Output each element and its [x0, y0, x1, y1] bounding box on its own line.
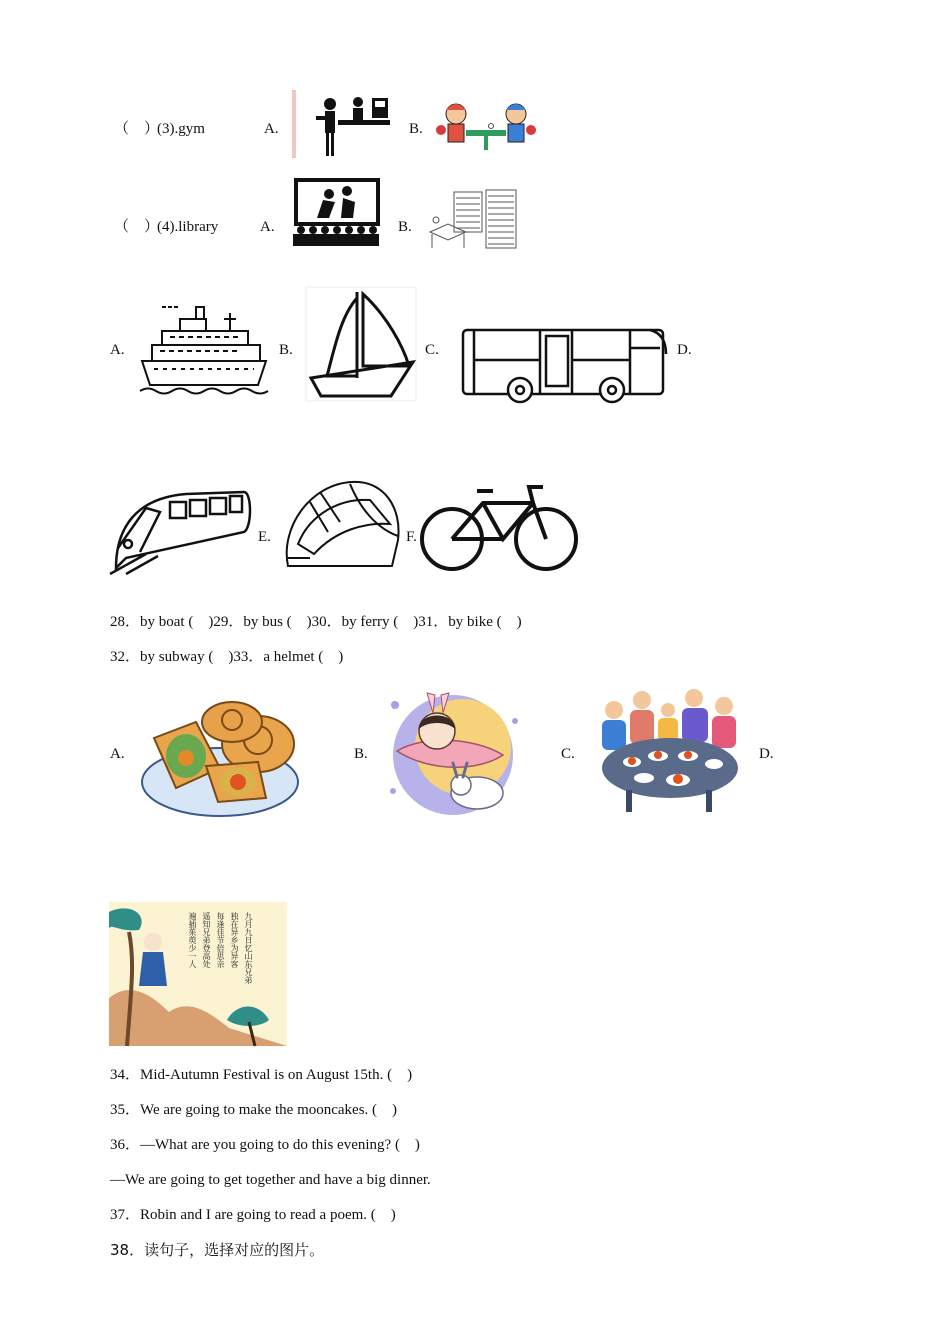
bus-icon[interactable] [460, 326, 670, 404]
transport-label-c: C. [425, 342, 439, 358]
poem-line-1: 独在异乡为异客 [230, 912, 239, 968]
q3-text: (3).gym [157, 121, 205, 137]
question-37: 37．Robin and I are going to read a poem. ( ) [110, 1207, 396, 1223]
ping-pong-icon[interactable] [436, 96, 536, 156]
transport-question-line-2: 32．by subway ( )33．a helmet ( ) [110, 649, 344, 665]
q3-option-b-label: B. [409, 121, 423, 137]
transport-label-a: A. [110, 342, 125, 358]
transport-label-f: F. [406, 529, 417, 545]
q3-option-a-label: A. [264, 121, 279, 137]
helmet-icon[interactable] [280, 478, 402, 572]
transport-label-e: E. [258, 529, 271, 545]
q4-blank[interactable]: （ ） [114, 219, 160, 235]
library-icon[interactable] [426, 188, 518, 250]
sailboat-icon[interactable] [305, 286, 417, 402]
bicycle-icon[interactable] [421, 485, 581, 575]
ferry-icon[interactable] [140, 303, 270, 398]
question-36: 36．—What are you going to do this evening? ( ) [110, 1137, 420, 1153]
mooncake-icon[interactable] [140, 698, 302, 822]
poem-reading-icon[interactable] [109, 902, 287, 1046]
q4-text: (4).library [157, 219, 219, 235]
question-36-answer: —We are going to get together and have a big dinner. [110, 1172, 431, 1188]
festival-label-d: D. [759, 746, 774, 762]
poem-line-3: 遥知兄弟登高处 [202, 912, 211, 968]
transport-label-b: B. [279, 342, 293, 358]
q3-blank[interactable]: （ ） [114, 121, 160, 137]
festival-label-c: C. [561, 746, 575, 762]
festival-label-b: B. [354, 746, 368, 762]
poem-title: 九月九日忆山东兄弟 [244, 912, 253, 984]
question-38: 38．读句子，选择对应的图片。 [110, 1241, 325, 1259]
family-dinner-icon[interactable] [596, 686, 742, 814]
ticket-office-icon[interactable] [292, 90, 392, 158]
transport-question-line-1: 28．by boat ( )29．by bus ( )30．by ferry ( )31．by bike ( ) [110, 614, 522, 630]
moon-rabbit-icon[interactable] [383, 691, 523, 817]
poem-line-2: 每逢佳节倍思亲 [216, 912, 225, 968]
q4-option-a-label: A. [260, 219, 275, 235]
question-34: 34．Mid-Autumn Festival is on August 15th. ( ) [110, 1067, 413, 1083]
subway-train-icon[interactable] [106, 488, 254, 576]
festival-label-a: A. [110, 746, 125, 762]
transport-label-d: D. [677, 342, 692, 358]
question-35: 35．We are going to make the mooncakes. ( ) [110, 1102, 398, 1118]
poem-line-4: 遍插茱萸少一人 [188, 912, 197, 968]
q4-option-b-label: B. [398, 219, 412, 235]
cinema-icon[interactable] [289, 178, 381, 248]
